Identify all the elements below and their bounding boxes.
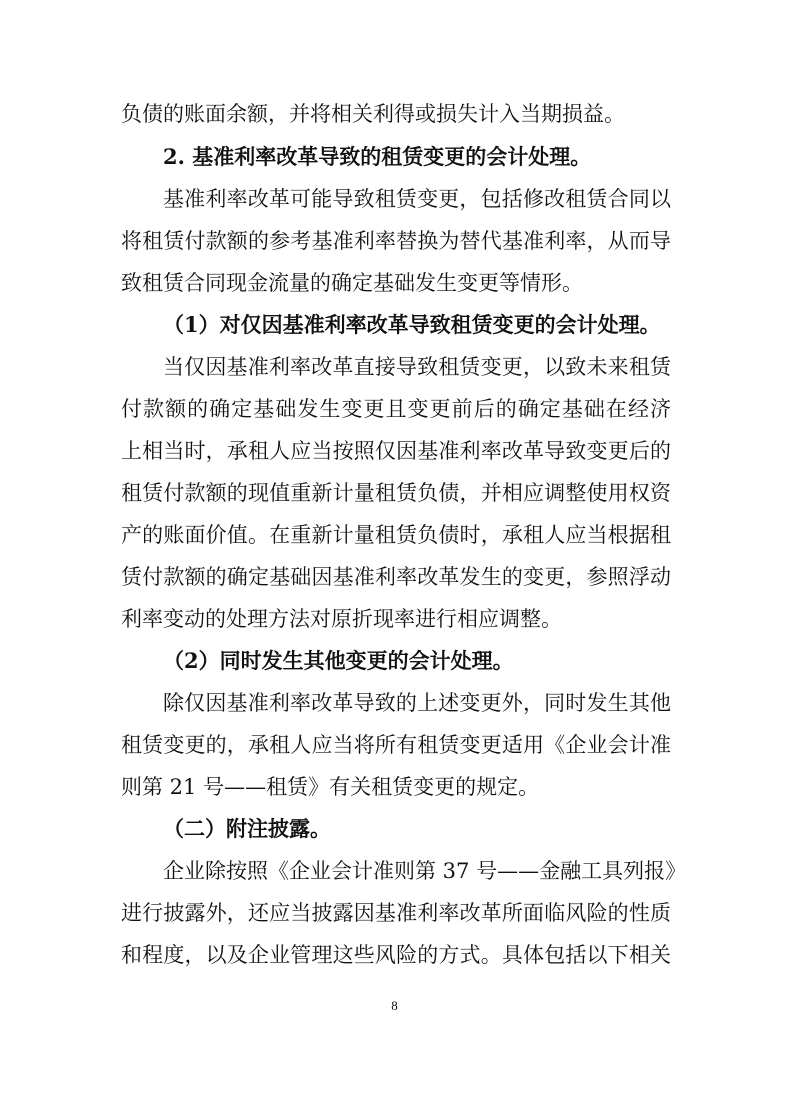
page-number: 8: [391, 998, 398, 1013]
paragraph-line: 上相当时，承租人应当按照仅因基准利率改革导致变更后的: [121, 439, 671, 463]
paragraph-line: 将租赁付款额的参考基准利率替换为替代基准利率，从而导: [121, 229, 671, 253]
paragraph-line: 租赁付款额的现值重新计量租赁负债，并相应调整使用权资: [121, 481, 671, 505]
paragraph-line: 租赁变更的，承租人应当将所有租赁变更适用《企业会计准: [121, 733, 671, 757]
paragraph-line: 付款额的确定基础发生变更且变更前后的确定基础在经济: [121, 397, 671, 421]
paragraph-line: 当仅因基准利率改革直接导致租赁变更，以致未来租赁: [163, 355, 671, 379]
paragraph-line: 基准利率改革可能导致租赁变更，包括修改租赁合同以: [163, 187, 671, 211]
section-heading: 2. 基准利率改革导致的租赁变更的会计处理。: [163, 144, 592, 169]
paragraph-line: 产的账面价值。在重新计量租赁负债时，承租人应当根据租: [121, 523, 671, 547]
subsection-heading: （2）同时发生其他变更的会计处理。: [163, 648, 514, 673]
section-heading: （二）附注披露。: [163, 816, 331, 841]
paragraph-line: 负债的账面余额，并将相关利得或损失计入当期损益。: [121, 102, 625, 126]
paragraph-line: 则第 21 号——租赁》有关租赁变更的规定。: [121, 775, 540, 799]
paragraph-line: 致租赁合同现金流量的确定基础发生变更等情形。: [121, 271, 583, 295]
paragraph-line: 赁付款额的确定基础因基准利率改革发生的变更，参照浮动: [121, 565, 671, 589]
paragraph-line: 进行披露外，还应当披露因基准利率改革所面临风险的性质: [121, 901, 671, 925]
paragraph-line: 和程度，以及企业管理这些风险的方式。具体包括以下相关: [121, 943, 671, 967]
subsection-heading: （1）对仅因基准利率改革导致租赁变更的会计处理。: [163, 312, 661, 337]
paragraph-line: 利率变动的处理方法对原折现率进行相应调整。: [121, 607, 562, 631]
paragraph-line: 除仅因基准利率改革导致的上述变更外，同时发生其他: [163, 691, 671, 715]
paragraph-line: 企业除按照《企业会计准则第 37 号——金融工具列报》: [163, 859, 687, 883]
